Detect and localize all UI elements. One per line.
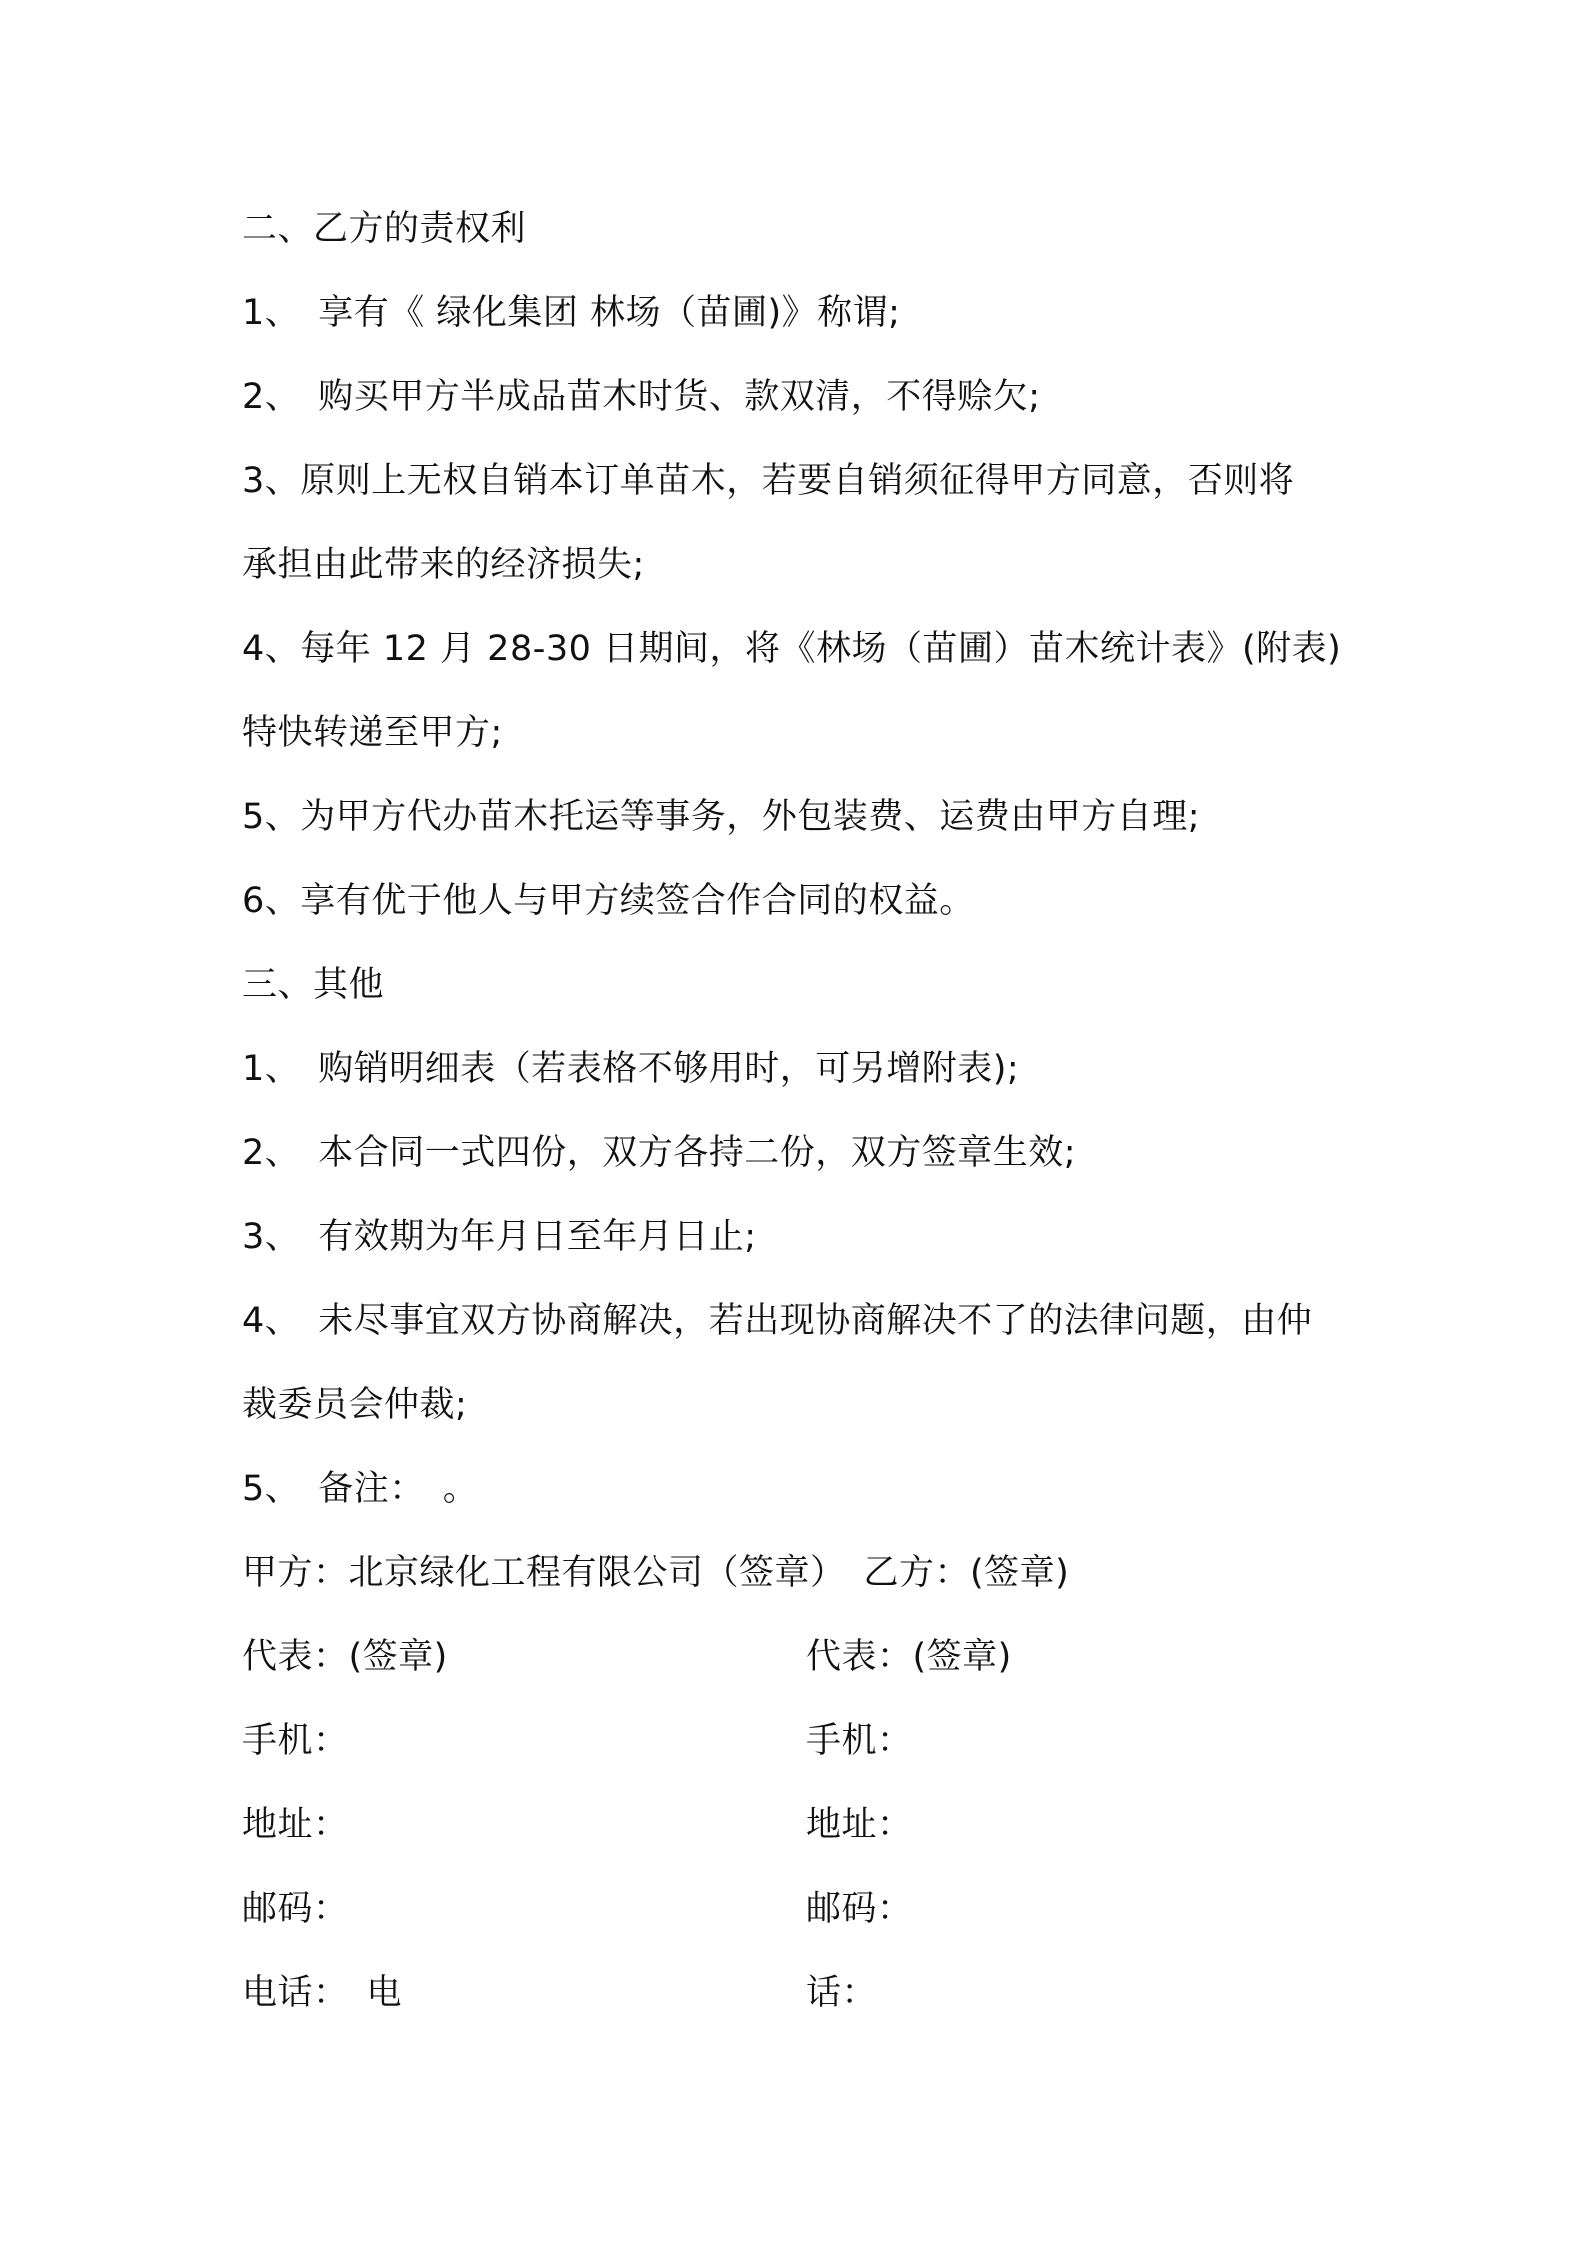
party-b-postcode: 邮码：: [806, 1889, 913, 1929]
party-b-address: 地址：: [806, 1805, 913, 1845]
party-a-postcode: 邮码：: [242, 1889, 349, 1929]
section2-item-4-cont: 特快转递至甲方;: [242, 713, 503, 753]
section2-item-1: 1、 享有《 绿化集团 林场（苗圃)》称谓;: [242, 293, 901, 333]
section2-item-4: 4、每年 12 月 28-30 日期间，将《林场（苗圃）苗木统计表》(附表): [242, 629, 1342, 669]
section3-item-3: 3、 有效期为年月日至年月日止;: [242, 1217, 757, 1257]
signature-parties-line: 甲方：北京绿化工程有限公司（签章） 乙方：(签章): [242, 1553, 1070, 1593]
section3-item-5: 5、 备注： 。: [242, 1469, 479, 1509]
party-a-address: 地址：: [242, 1805, 349, 1845]
section2-item-5: 5、为甲方代办苗木托运等事务，外包装费、运费由甲方自理;: [242, 797, 1201, 837]
party-b-mobile: 手机：: [806, 1721, 913, 1761]
section3-item-2: 2、 本合同一式四份，双方各持二份，双方签章生效;: [242, 1133, 1077, 1173]
party-a-mobile: 手机：: [242, 1721, 349, 1761]
section2-item-6: 6、享有优于他人与甲方续签合作合同的权益。: [242, 881, 975, 921]
party-a-phone: 电话： 电: [242, 1973, 403, 2013]
party-a-rep: 代表：(签章): [242, 1637, 448, 1677]
section2-item-3-cont: 承担由此带来的经济损失;: [242, 545, 645, 585]
section2-item-2: 2、 购买甲方半成品苗木时货、款双清，不得赊欠;: [242, 377, 1041, 417]
party-b-phone: 话：: [806, 1973, 878, 2013]
section3-item-1: 1、 购销明细表（若表格不够用时，可另增附表);: [242, 1049, 1020, 1089]
section2-item-3: 3、原则上无权自销本订单苗木，若要自销须征得甲方同意，否则将: [242, 461, 1295, 501]
party-b-rep: 代表：(签章): [806, 1637, 1012, 1677]
section3-item-4-cont: 裁委员会仲裁;: [242, 1385, 468, 1425]
section2-heading: 二、乙方的责权利: [242, 209, 527, 249]
section3-heading: 三、其他: [242, 965, 385, 1005]
section3-item-4: 4、 未尽事宜双方协商解决，若出现协商解决不了的法律问题，由仲: [242, 1301, 1313, 1341]
